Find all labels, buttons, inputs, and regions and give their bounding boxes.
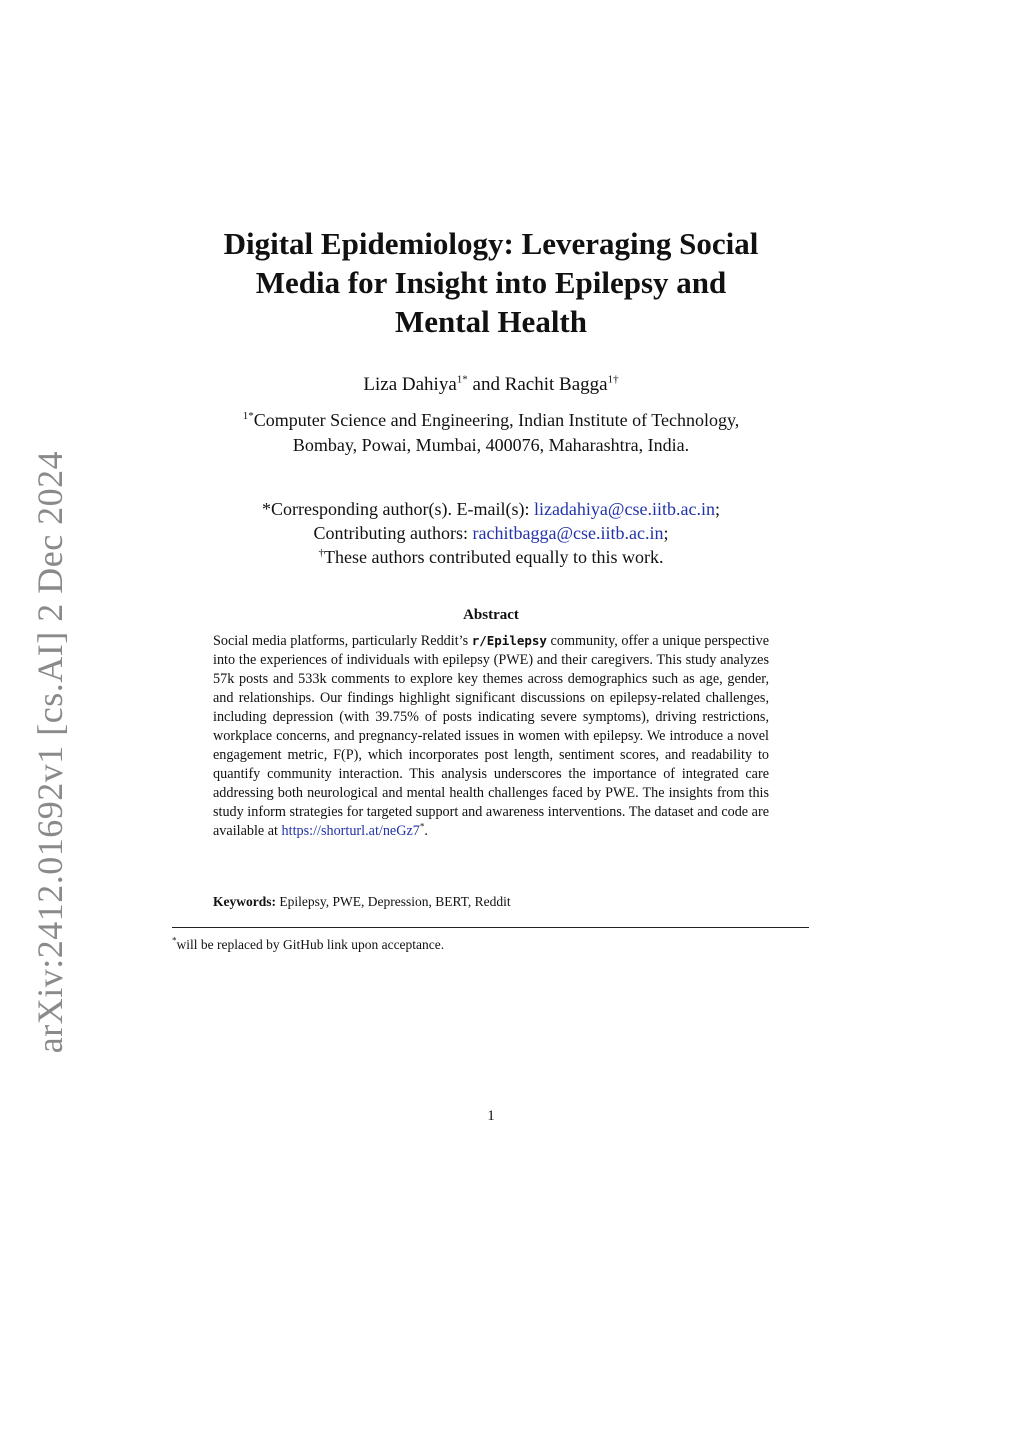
separator: ; <box>663 523 669 543</box>
correspondence-block <box>150 497 832 569</box>
footnote-ref[interactable]: * <box>419 821 425 832</box>
affiliation-line-2: Bombay, Powai, Mumbai, 400076, Maharashtra, India. <box>292 435 690 455</box>
author-name: Rachit Bagga <box>504 374 608 395</box>
separator: ; <box>714 499 720 519</box>
keywords-line <box>213 892 769 911</box>
footnote-divider <box>172 927 809 928</box>
paper-title <box>150 224 832 341</box>
equal-contribution-mark: † <box>318 547 325 559</box>
corresponding-email-link[interactable]: lizadahiya@cse.iitb.ac.in <box>533 499 715 519</box>
title-line-2: Media for Insight into Epilepsy and <box>255 265 727 300</box>
contributing-email-link[interactable]: rachitbagga@cse.iitb.ac.in <box>472 523 664 543</box>
title-line-1: Digital Epidemiology: Leveraging Social <box>223 226 759 261</box>
abstract-part-2: community, offer a unique perspective into the experiences of individuals with epilepsy (PWE) and their caregivers. This study analyzes 57k posts and 533k comments to explore key themes across demographics such as age, gender, and relationships. Our findings highlight significant discussions on epilepsy-related challenges, including depression (with 39.75% of posts indicating severe symptoms), driving restrictions, workplace concerns, and pregnancy-related issues in women with epilepsy. We introduce a novel engagement metric, F(P), which incorporates post length, sentiment scores, and readability to quantify community interaction. This analysis underscores the importance of integrated care addressing both neurological and mental health challenges faced by PWE. The insights from this study inform strategies for targeted support and awareness interventions. The dataset and code are available at <box>213 633 769 839</box>
abstract-part-1: Social media platforms, particularly Reddit’s <box>213 633 472 649</box>
affiliation <box>150 408 832 458</box>
abstract-end: . <box>424 823 428 839</box>
page-number: 1 <box>487 1108 495 1124</box>
keywords-values: Epilepsy, PWE, Depression, BERT, Reddit <box>276 894 511 909</box>
title-line-3: Mental Health <box>395 304 587 339</box>
author-mark: 1† <box>607 373 619 386</box>
author-mark: 1* <box>456 373 468 386</box>
abstract-text <box>213 631 769 841</box>
arxiv-identifier: arXiv:2412.01692v1 [cs.AI] 2 Dec 2024 <box>30 450 70 1054</box>
subreddit-name: r/Epilepsy <box>471 633 547 648</box>
equal-contribution-note: These authors contributed equally to this work. <box>324 547 664 567</box>
keywords-label: Keywords: <box>213 894 276 909</box>
affiliation-line-1: Computer Science and Engineering, Indian Institute of Technology, <box>253 410 740 430</box>
affiliation-mark: 1* <box>242 410 254 422</box>
footnote-text: will be replaced by GitHub link upon acceptance. <box>176 937 445 952</box>
footnote-mark: * <box>172 935 177 946</box>
abstract-heading: Abstract <box>463 607 519 623</box>
author-list <box>150 372 832 398</box>
author-conjunction: and <box>467 374 505 395</box>
corresponding-label: *Corresponding author(s). E-mail(s): <box>262 499 534 519</box>
footnote <box>172 936 444 954</box>
contributing-label: Contributing authors: <box>313 523 473 543</box>
author-name: Liza Dahiya <box>363 374 457 395</box>
dataset-link[interactable]: https://shorturl.at/neGz7 <box>281 823 420 839</box>
